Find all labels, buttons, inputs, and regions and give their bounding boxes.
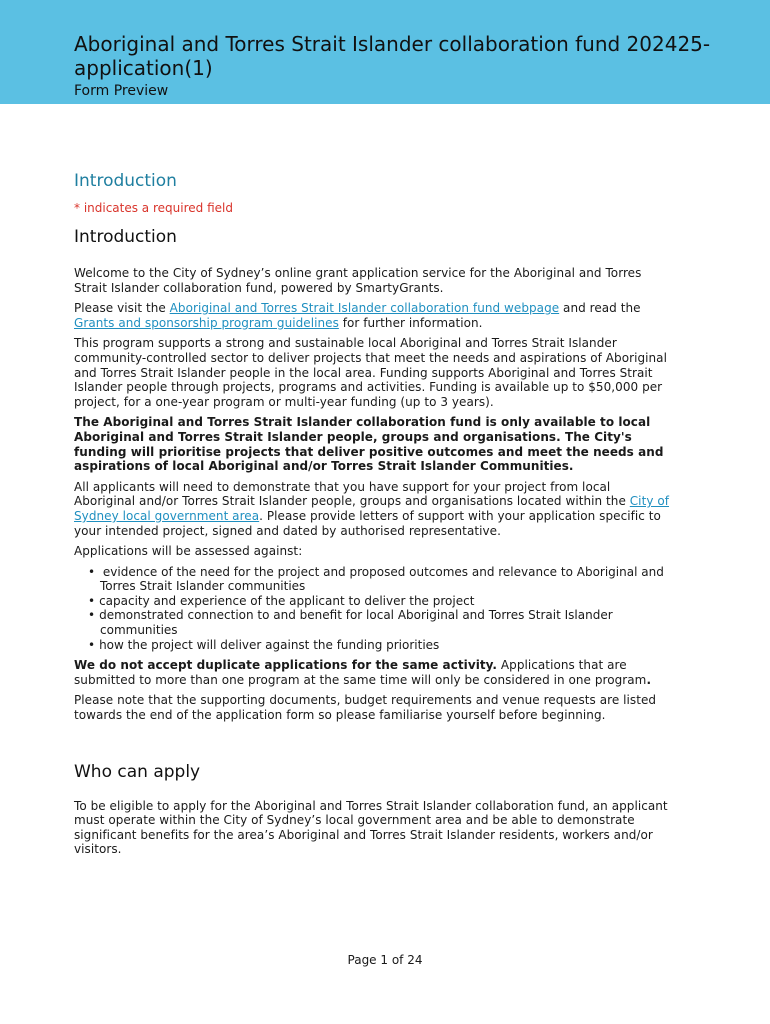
- page-number: Page 1 of 24: [347, 953, 423, 967]
- p5-text-b: . Please provide letters of support with your application specific to your intended project, signed and dated by authorised representative.: [74, 508, 661, 538]
- p7-text: Applications that are submitted to more than one program at the same time will only be considered in one program: [74, 658, 647, 687]
- intro-heading: Introduction: [74, 227, 177, 247]
- program-guidelines-link[interactable]: Grants and sponsorship program guidelines: [74, 315, 339, 330]
- list-item: • how the project will deliver against the funding priorities: [74, 638, 674, 653]
- form-title: Aboriginal and Torres Strait Islander collaboration fund 202425-application(1): [74, 32, 711, 80]
- duplicate-warning: We do not accept duplicate applications for the same activity.: [74, 658, 498, 673]
- p2-text-b: and read the: [559, 301, 641, 316]
- lga-link[interactable]: City of Sydney local government area: [74, 494, 670, 523]
- list-item: • demonstrated connection to and benefit for local Aboriginal and Torres Strait Islander communities: [74, 608, 674, 637]
- list-item: • evidence of the need for the project and proposed outcomes and relevance to Aboriginal and Torres Strait Islander communities: [74, 565, 674, 594]
- intro-paragraph-4: The Aboriginal and Torres Strait Islander collaboration fund is only available to local Aboriginal and Torres Strait Islander people, groups and organisations. The City's funding will prioritise projects that deliver positive outcomes and meet the needs and aspirations of local Aboriginal and/or Torres Strait Islander Communities.: [74, 415, 664, 474]
- p7-period: .: [646, 672, 652, 687]
- intro-paragraph-8: Please note that the supporting documents, budget requirements and venue requests are listed towards the end of the application form so please familiarise yourself before beginning.: [74, 693, 657, 723]
- who-can-apply-heading: Who can apply: [74, 761, 201, 782]
- section-title: Introduction: [74, 171, 177, 191]
- criteria-list: [74, 565, 674, 653]
- header-banner: [0, 0, 770, 104]
- who-can-apply-paragraph: To be eligible to apply for the Aboriginal and Torres Strait Islander collaboration fund, an applicant must operate within the City of Sydney’s local government area and be able to demonstrate significant benefits for the area’s Aboriginal and Torres Strait Islander residents, workers and/or visitors.: [74, 798, 668, 857]
- intro-paragraph-1: Welcome to the City of Sydney’s online grant application service for the Aboriginal and Torres Strait Islander collaboration fund, powered by SmartyGrants.: [74, 266, 642, 295]
- intro-paragraph-2: [74, 301, 674, 330]
- intro-paragraph-3: This program supports a strong and sustainable local Aboriginal and Torres Strait Islander community-controlled sector to deliver projects that meet the needs and aspirations of Aboriginal and Torres Strait Islander people in the local area. Funding supports Aboriginal and Torres Strait Islander people through projects, programs and activities. Funding is available up to $50,000 per project, for a one-year program or multi-year funding (up to 3 years).: [74, 336, 667, 409]
- intro-paragraph-5: [74, 480, 674, 538]
- required-field-note: * indicates a required field: [74, 201, 233, 215]
- p2-text-c: for further information.: [338, 315, 483, 330]
- list-item: • capacity and experience of the applicant to deliver the project: [74, 594, 674, 609]
- p2-text-a: Please visit the: [74, 301, 170, 316]
- p5-text-a: All applicants will need to demonstrate that you have support for your project from local Aboriginal and/or Torres Strait Islander people, groups and organisations located within the: [74, 479, 630, 509]
- intro-paragraph-7: [74, 658, 674, 687]
- collaboration-fund-webpage-link[interactable]: Aboriginal and Torres Strait Islander collaboration fund webpage: [169, 301, 560, 316]
- intro-paragraph-6: Applications will be assessed against:: [74, 544, 303, 559]
- page-content: [74, 170, 674, 863]
- form-subtitle: Form Preview: [74, 83, 169, 99]
